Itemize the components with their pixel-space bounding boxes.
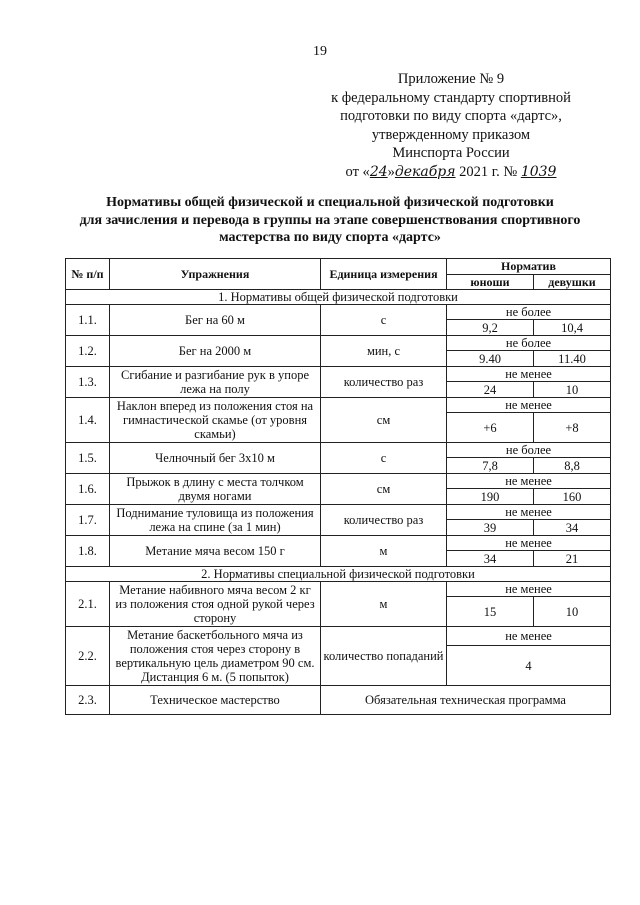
appendix-line: подготовки по виду спорта «дартс», xyxy=(340,108,562,124)
page-number: 19 xyxy=(313,44,327,59)
row-girls-value: +8 xyxy=(534,413,611,443)
header-boys: юноши xyxy=(447,274,534,290)
row-exercise: Челночный бег 3x10 м xyxy=(110,443,321,474)
section-header: 1. Нормативы общей физической подготовки xyxy=(66,290,611,305)
row-unit: мин, с xyxy=(321,336,447,367)
handwritten-day: 24 xyxy=(369,163,388,180)
row-boys-value: 9,2 xyxy=(447,320,534,336)
date-prefix: от « xyxy=(345,163,370,180)
row-number: 2.2. xyxy=(66,627,110,686)
appendix-line: Минспорта России xyxy=(392,145,510,161)
handwritten-month: декабря xyxy=(394,163,456,180)
row-exercise: Метание баскетбольного мяча из положения стоя через сторону в вертикальную цель диаметром 90 см. Дистанция 6 м. (5 попыток) xyxy=(110,627,321,686)
row-both-value: 4 xyxy=(447,646,611,686)
row-exercise: Наклон вперед из положения стоя на гимнастической скамье (от уровня скамьи) xyxy=(110,398,321,443)
handwritten-order-number: 1039 xyxy=(520,163,557,180)
header-num: № п/п xyxy=(66,259,110,290)
row-boys-value: 34 xyxy=(447,551,534,567)
header-girls: девушки xyxy=(534,274,611,290)
header-norm: Норматив xyxy=(447,259,611,275)
appendix-line: утвержденному приказом xyxy=(371,126,531,143)
appendix-line: к федеральному стандарту спортивной xyxy=(331,89,571,106)
row-girls-value: 34 xyxy=(534,520,611,536)
row-boys-value: 15 xyxy=(447,597,534,627)
date-year: 2021 г. № xyxy=(455,163,521,180)
appendix-header xyxy=(306,70,596,181)
row-number: 2.3. xyxy=(66,686,110,715)
title-line: Нормативы общей физической и специальной физической подготовки xyxy=(106,195,554,210)
row-unit: м xyxy=(321,582,447,627)
row-number: 1.3. xyxy=(66,367,110,398)
row-unit: с xyxy=(321,443,447,474)
row-number: 1.8. xyxy=(66,536,110,567)
row-exercise: Метание мяча весом 150 г xyxy=(110,536,321,567)
row-exercise: Поднимание туловища из положения лежа на спине (за 1 мин) xyxy=(110,505,321,536)
table-row xyxy=(66,398,611,413)
row-boys-value: 9.40 xyxy=(447,351,534,367)
row-unit: количество раз xyxy=(321,367,447,398)
row-girls-value: 160 xyxy=(534,489,611,505)
row-girls-value: 10 xyxy=(534,382,611,398)
document-title xyxy=(40,194,620,247)
row-limit: не более xyxy=(447,305,611,320)
header-unit: Единица измерения xyxy=(321,259,447,290)
row-exercise: Бег на 60 м xyxy=(110,305,321,336)
row-boys-value: +6 xyxy=(447,413,534,443)
date-mid: » xyxy=(387,163,395,180)
row-program: Обязательная техническая программа xyxy=(321,686,611,715)
table-row xyxy=(66,305,611,320)
row-number: 1.1. xyxy=(66,305,110,336)
row-limit: не менее xyxy=(447,398,611,413)
row-girls-value: 10 xyxy=(534,597,611,627)
table-row xyxy=(66,443,611,458)
row-unit: м xyxy=(321,536,447,567)
row-exercise: Сгибание и разгибание рук в упоре лежа на полу xyxy=(110,367,321,398)
row-number: 1.6. xyxy=(66,474,110,505)
row-unit: количество попаданий xyxy=(321,627,447,686)
norms-table xyxy=(65,258,611,715)
table-row xyxy=(66,567,611,582)
section-header: 2. Нормативы специальной физической подготовки xyxy=(66,567,611,582)
table-row xyxy=(66,627,611,646)
row-boys-value: 39 xyxy=(447,520,534,536)
row-exercise: Бег на 2000 м xyxy=(110,336,321,367)
table-row xyxy=(66,505,611,520)
row-unit: количество раз xyxy=(321,505,447,536)
table-row xyxy=(66,582,611,597)
title-line: для зачисления и перевода в группы на этапе совершенствования спортивного xyxy=(79,212,581,228)
table-row xyxy=(66,367,611,382)
table-row xyxy=(66,336,611,351)
row-number: 1.7. xyxy=(66,505,110,536)
row-number: 2.1. xyxy=(66,582,110,627)
table-row xyxy=(66,536,611,551)
row-limit: не менее xyxy=(447,582,611,597)
row-girls-value: 21 xyxy=(534,551,611,567)
row-girls-value: 11.40 xyxy=(534,351,611,367)
row-girls-value: 10,4 xyxy=(534,320,611,336)
row-exercise: Техническое мастерство xyxy=(110,686,321,715)
row-exercise: Метание набивного мяча весом 2 кг из положения стоя одной рукой через сторону xyxy=(110,582,321,627)
row-limit: не более xyxy=(447,443,611,458)
row-boys-value: 7,8 xyxy=(447,458,534,474)
row-number: 1.4. xyxy=(66,398,110,443)
appendix-line: Приложение № 9 xyxy=(397,71,505,87)
row-number: 1.5. xyxy=(66,443,110,474)
row-unit: с xyxy=(321,305,447,336)
header-exercise: Упражнения xyxy=(110,259,321,290)
row-exercise: Прыжок в длину с места толчком двумя ногами xyxy=(110,474,321,505)
row-boys-value: 24 xyxy=(447,382,534,398)
row-unit: см xyxy=(321,474,447,505)
row-limit: не менее xyxy=(447,627,611,646)
row-number: 1.2. xyxy=(66,336,110,367)
order-date-line xyxy=(306,163,596,182)
row-unit: см xyxy=(321,398,447,443)
row-limit: не менее xyxy=(447,536,611,551)
row-boys-value: 190 xyxy=(447,489,534,505)
table-row xyxy=(66,686,611,715)
table-row xyxy=(66,474,611,489)
row-limit: не менее xyxy=(447,474,611,489)
title-line: мастерства по виду спорта «дартс» xyxy=(219,230,441,245)
row-limit: не менее xyxy=(447,505,611,520)
row-girls-value: 8,8 xyxy=(534,458,611,474)
row-limit: не более xyxy=(447,336,611,351)
row-limit: не менее xyxy=(447,367,611,382)
